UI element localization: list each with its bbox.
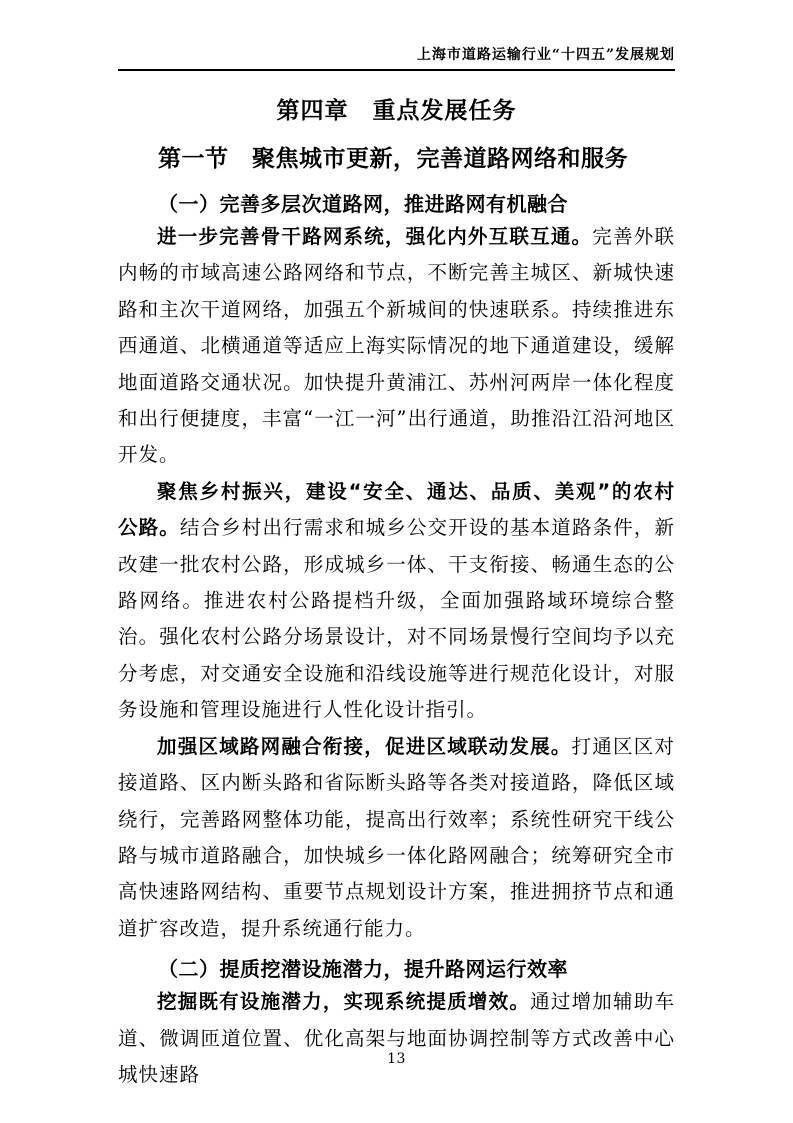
page-header — [118, 0, 675, 71]
paragraph-1 — [118, 219, 675, 474]
paragraph-4 — [118, 984, 675, 1093]
subsection-heading-2: （二）提质挖潜设施潜力，提升路网运行效率 — [158, 957, 568, 982]
paragraph-1-text: 完善外联内畅的市域高速公路网络和节点，不断完善主城区、新城快速路和主次干道网络，加强五个新城间的快速联系。持续推进东西通道、北横通道等适应上海实际情况的地下通道建设，缓解地面道路交通状况。加快提升黄浦江、苏州河两岸一体化程度和出行便捷度，丰富“一江一河”出行通道，助推沿江沿河地区开发。 — [118, 225, 675, 467]
paragraph-1-bold-lead: 进一步完善骨干路网系统，强化内外互联互通。 — [157, 225, 593, 248]
document-body — [118, 92, 675, 1093]
paragraph-2 — [118, 474, 675, 729]
paragraph-3-text: 打通区区对接道路、区内断头路和省际断头路等各类对接道路，降低区域绕行，完善路网整体功能，提高出行效率；系统性研究干线公路与城市道路融合，加快城乡一体化路网融合；统筹研究全市高快速路网结构、重要节点规划设计方案，推进拥挤节点和通道扩容改造，提升系统通行能力。 — [118, 734, 675, 940]
paragraph-2-text: 结合乡村出行需求和城乡公交开设的基本道路条件，新改建一批农村公路，形成城乡一体、干支衔接、畅通生态的公路网络。推进农村公路提档升级，全面加强路域环境综合整治。强化农村公路分场景设计，对不同场景慢行空间均予以充分考虑，对交通安全设施和沿线设施等进行规范化设计，对服务设施和管理设施进行人性化设计指引。 — [118, 516, 675, 722]
paragraph-4-text: 通过增加辅助车道、微调匝道位置、优化高架与地面协调控制等方式改善中心城快速路 — [118, 990, 675, 1086]
section-title: 第一节 聚焦城市更新，完善道路网络和服务 — [158, 146, 628, 172]
page-footer — [0, 1048, 793, 1067]
subsection-heading-1: （一）完善多层次道路网，推进路网有机融合 — [158, 192, 568, 216]
page-number: 13 — [387, 1051, 406, 1067]
paragraph-2-bold-lead: 聚焦乡村振兴，建设“安全、通达、品质、美观”的农村公路。 — [118, 479, 675, 540]
paragraph-3-bold-lead: 加强区域路网融合衔接，促进区域联动发展。 — [157, 734, 572, 758]
running-head-title: 上海市道路运输行业“十四五”发展规划 — [118, 44, 675, 71]
paragraph-4-bold-lead: 挖掘既有设施潜力，实现系统提质增效。 — [157, 990, 531, 1014]
paragraph-3 — [118, 729, 675, 947]
chapter-title: 第四章 重点发展任务 — [276, 98, 517, 124]
